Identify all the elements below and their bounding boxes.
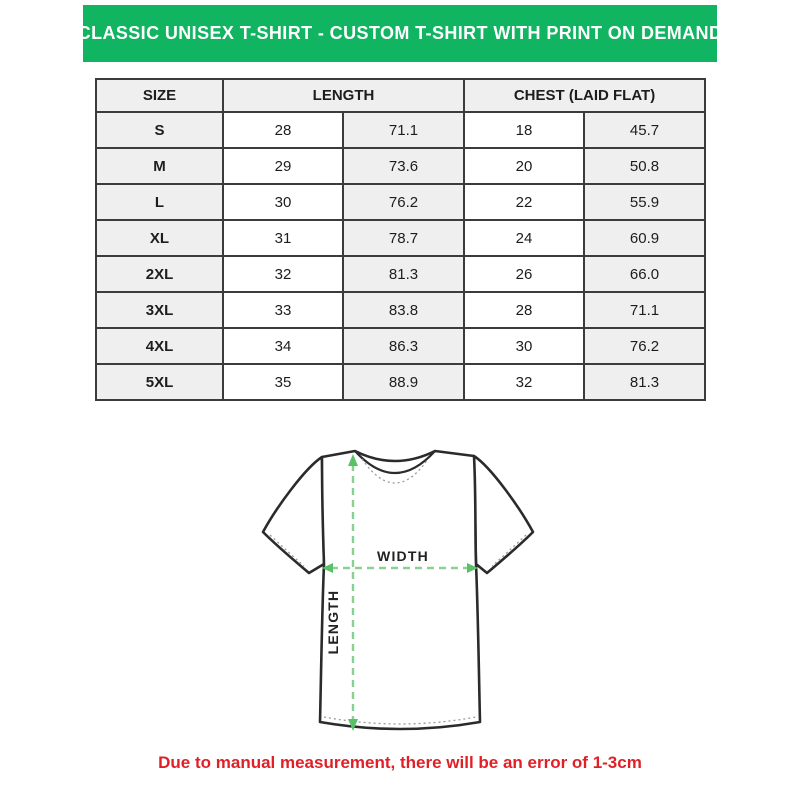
tshirt-diagram (250, 440, 540, 740)
table-row (96, 220, 705, 256)
chest-cm-cell: 60.9 (584, 220, 705, 256)
measurement-disclaimer: Due to manual measurement, there will be an error of 1-3cm (158, 753, 642, 772)
length-cm-cell: 73.6 (343, 148, 464, 184)
chest-in-cell: 30 (464, 328, 584, 364)
length-in-cell: 32 (223, 256, 343, 292)
tshirt-left-sleeve (263, 457, 324, 573)
size-table-body (96, 112, 705, 400)
tshirt-body (320, 451, 480, 729)
table-row (96, 328, 705, 364)
length-cm-cell: 76.2 (343, 184, 464, 220)
table-row (96, 112, 705, 148)
length-cm-cell: 88.9 (343, 364, 464, 400)
size-cell: S (96, 112, 223, 148)
size-table (95, 78, 706, 401)
chest-cm-cell: 45.7 (584, 112, 705, 148)
header-row (96, 79, 705, 112)
length-label: LENGTH (325, 589, 341, 655)
chest-cm-cell: 71.1 (584, 292, 705, 328)
width-label: WIDTH (377, 548, 429, 564)
length-in-cell: 29 (223, 148, 343, 184)
page-title: CLASSIC UNISEX T-SHIRT - CUSTOM T-SHIRT WITH PRINT ON DEMAND (77, 23, 723, 43)
chest-in-cell: 18 (464, 112, 584, 148)
chest-in-cell: 22 (464, 184, 584, 220)
size-cell: M (96, 148, 223, 184)
length-in-cell: 34 (223, 328, 343, 364)
size-cell: 5XL (96, 364, 223, 400)
title-banner (77, 5, 723, 62)
length-in-cell: 35 (223, 364, 343, 400)
size-cell: XL (96, 220, 223, 256)
chest-in-cell: 28 (464, 292, 584, 328)
length-header: LENGTH (223, 79, 464, 112)
table-row (96, 148, 705, 184)
size-cell: 4XL (96, 328, 223, 364)
chest-cm-cell: 81.3 (584, 364, 705, 400)
chest-header: CHEST (LAID FLAT) (464, 79, 705, 112)
chest-cm-cell: 76.2 (584, 328, 705, 364)
chest-in-cell: 24 (464, 220, 584, 256)
size-cell: L (96, 184, 223, 220)
size-cell: 2XL (96, 256, 223, 292)
chest-in-cell: 20 (464, 148, 584, 184)
length-cm-cell: 83.8 (343, 292, 464, 328)
length-in-cell: 33 (223, 292, 343, 328)
length-cm-cell: 78.7 (343, 220, 464, 256)
size-table-header (96, 79, 705, 112)
table-row (96, 364, 705, 400)
chest-cm-cell: 66.0 (584, 256, 705, 292)
chest-cm-cell: 50.8 (584, 148, 705, 184)
size-cell: 3XL (96, 292, 223, 328)
chest-cm-cell: 55.9 (584, 184, 705, 220)
length-in-cell: 31 (223, 220, 343, 256)
chest-in-cell: 26 (464, 256, 584, 292)
length-cm-cell: 81.3 (343, 256, 464, 292)
size-header: SIZE (96, 79, 223, 112)
table-row (96, 292, 705, 328)
length-cm-cell: 86.3 (343, 328, 464, 364)
length-in-cell: 28 (223, 112, 343, 148)
table-row (96, 256, 705, 292)
chest-in-cell: 32 (464, 364, 584, 400)
table-row (96, 184, 705, 220)
length-in-cell: 30 (223, 184, 343, 220)
length-cm-cell: 71.1 (343, 112, 464, 148)
